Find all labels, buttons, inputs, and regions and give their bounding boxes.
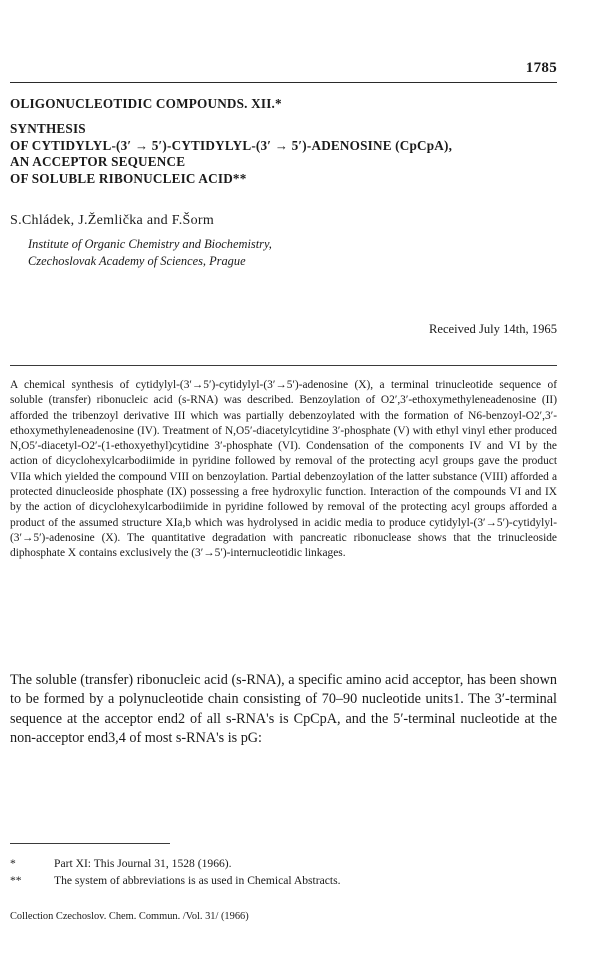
header-rule xyxy=(10,82,557,83)
affiliation-institute: Institute of Organic Chemistry and Biochemistry, xyxy=(28,237,272,251)
title-line-2: OF CYTIDYLYL-(3′ → 5′)-CYTIDYLYL-(3′ → 5′)-ADENOSINE (CpCpA), xyxy=(10,137,453,153)
title-line-1: SYNTHESIS xyxy=(10,120,86,136)
footnote xyxy=(10,855,341,872)
footnote-rule xyxy=(10,843,170,844)
title-line-3: AN ACCEPTOR SEQUENCE xyxy=(10,154,186,170)
footnote-mark: * xyxy=(10,857,16,870)
footnotes xyxy=(10,855,341,889)
affiliation-academy: Czechoslovak Academy of Sciences, Prague xyxy=(28,253,246,268)
abstract xyxy=(10,378,557,562)
footnote xyxy=(10,872,341,889)
abstract-rule xyxy=(10,365,557,366)
title-line-4: OF SOLUBLE RIBONUCLEIC ACID** xyxy=(10,171,247,187)
journal-citation: Collection Czechoslov. Chem. Commun. /Vol. 31/ (1966) xyxy=(10,911,249,922)
abstract-text: A chemical synthesis of cytidylyl-(3′→5′)-cytidylyl-(3′→5′)-adenosine (X), a terminal trinucleotide sequence of soluble (transfer) ribonucleic acid (s-RNA) was described. Benzoylation of O2′,3′-ethoxymethyleneadenosine (II) afforded the tribenzoyl derivative III which was partially debenzoylated with the formation of N6-benzoyl-O2′,3′-ethoxymethyleneadenosine (IV). Treatment of N,O5′-diacetylcytidine 3′-phosphate (V) with ethyl vinyl ether produced N,O5′-diacetyl-O2′-(1-ethoxyethyl)cytidine 3′-phosphate (VI). Condensation of the components IV and VI by the action of dicyclohexylcarbodiimide in pyridine followed by removal of the protecting acyl groups gave the product VIIa which yielded the compound VIII on benzoylation. Partial debenzoylation of the latter substance (VIII) afforded a protected dinucleoside phosphate (IX) possessing a free hydroxylic function. Interaction of the compounds VI and IX by the action of dicyclohexylcarbodiimide in pyridine followed by removal of the protecting acyl groups afforded a product of the assumed structure XIa,b which was hydrolysed in acidic media to produce cytidylyl-(3′→5′)-cytidylyl-(3′→5′)-adenosine (X). The quantitative degradation with pancreatic ribonuclease shows that the trinucleoside diphosphate X contains exclusively the (3′→5′)-internucleotidic linkages. xyxy=(10,379,557,560)
title-spacer xyxy=(10,113,557,121)
footnote-text: The system of abbreviations is as used in Chemical Abstracts. xyxy=(54,874,341,887)
body-text xyxy=(10,671,557,749)
series-title: OLIGONUCLEOTIDIC COMPOUNDS. XII.* xyxy=(10,96,282,111)
footnote-mark: ** xyxy=(10,874,22,887)
body-paragraph: The soluble (transfer) ribonucleic acid (s-RNA), a specific amino acid acceptor, has been shown to be formed by a polynucleotide chain consisting of 70–90 nucleotide units1. The 3′-terminal sequence at the acceptor end2 of all s-RNA's is CpCpA, and the 5′-terminal nucleotide at the non-acceptor end3,4 of most s-RNA's is pG: xyxy=(10,672,557,747)
received-date: Received July 14th, 1965 xyxy=(428,322,557,336)
footnote-text: Part XI: This Journal 31, 1528 (1966). xyxy=(54,857,232,870)
affiliation xyxy=(28,236,272,269)
article-title xyxy=(10,96,557,188)
authors: S.Chládek, J.Žemlička and F.Šorm xyxy=(10,213,215,228)
page-number: 1785 xyxy=(525,60,557,76)
